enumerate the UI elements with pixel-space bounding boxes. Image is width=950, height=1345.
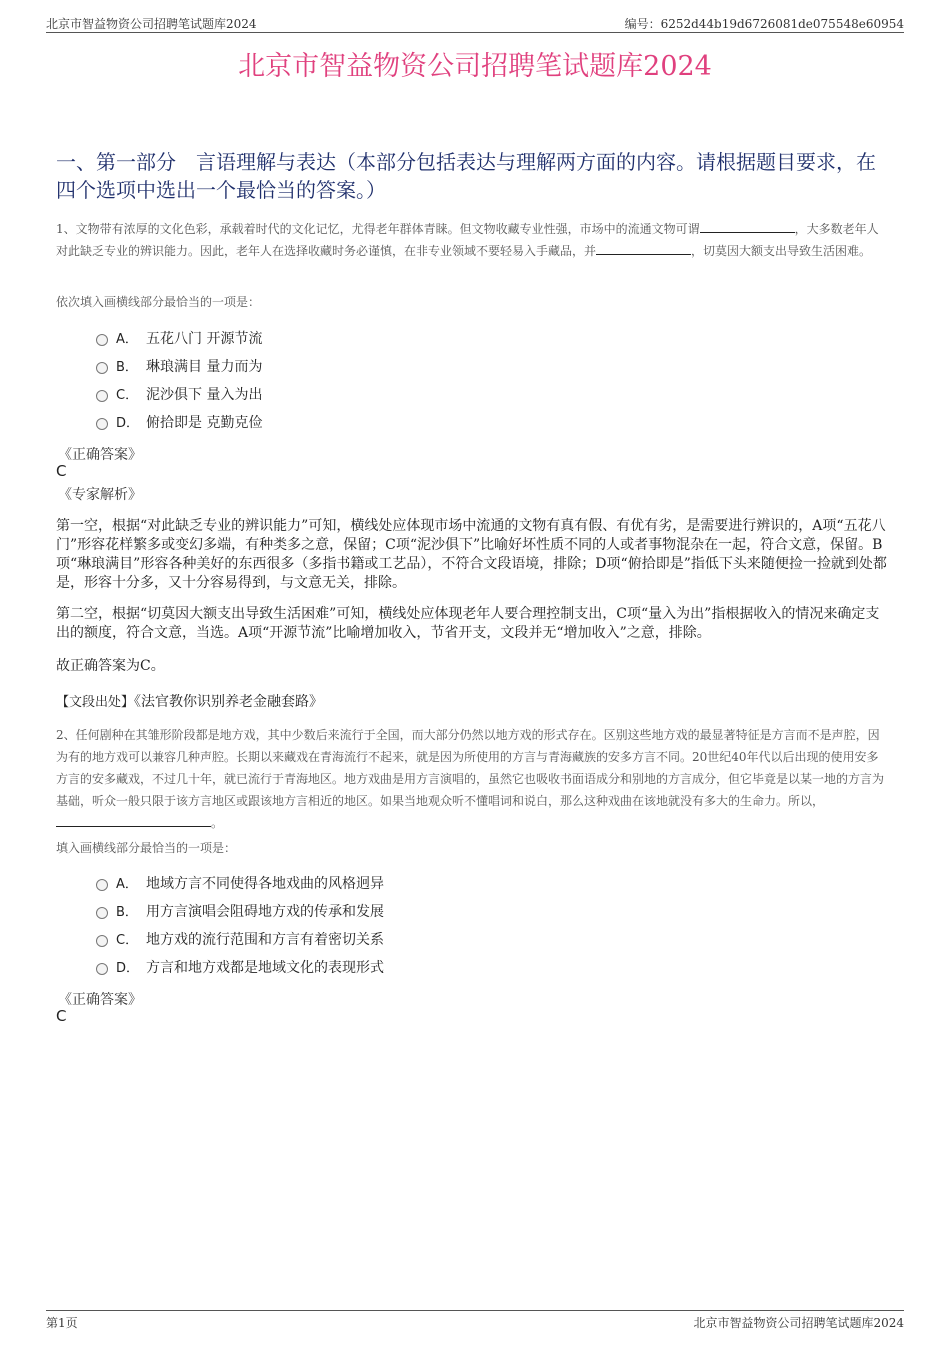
option-a[interactable] <box>96 329 262 349</box>
option-text: 用方言演唱会阻碍地方戏的传承和发展 <box>146 904 384 920</box>
section-heading: 一、第一部分 言语理解与表达（本部分包括表达与理解两方面的内容。请根据题目要求，在四个选项中选出一个最恰当的答案。） <box>56 150 876 202</box>
answer-value: C <box>56 1007 67 1025</box>
question-2-text-part: 。 <box>211 816 224 830</box>
source-label: 【文段出处】 <box>56 695 135 710</box>
option-b[interactable] <box>96 902 384 922</box>
option-text: 泥沙俱下 量入为出 <box>146 387 263 403</box>
header-doc-id: 编号：6252d44b19d6726081de075548e60954 <box>624 17 904 31</box>
question-1-text-part: ，大多数老年人对此缺乏专业的辨识能力。因此，老年人在选择收藏时务必谨慎，在非专业领域不要轻易入手藏品，并 <box>56 222 879 258</box>
radio-icon[interactable] <box>96 963 108 975</box>
option-b[interactable] <box>96 357 262 377</box>
source-line <box>56 691 323 711</box>
option-a[interactable] <box>96 874 384 894</box>
option-text: 五花八门 开源节流 <box>146 331 263 347</box>
question-2-text-part: 2、任何剧种在其雏形阶段都是地方戏，其中少数后来流行于全国，而大部分仍然以地方戏的形式存在。区别这些地方戏的最显著特征是方言而不是声腔，因为有的地方戏可以兼容几种声腔。长期以来藏戏在青海流行不起来，就是因为所使用的方言与青海藏族的安多方言不同。20世纪40年代以后出现的使用安多方言的安多藏戏，不过几十年，就已流行于青海地区。地方戏曲是用方言演唱的，虽然它也吸收书面语成分和别地的方言成分，但它毕竟是以某一地的方言为基础，听众一般只限于该方言地区或跟该地方言相近的地区。如果当地观众听不懂唱词和说白，那么这种戏曲在该地就没有多大的生命力。所以， <box>56 728 885 808</box>
header-doc-title: 北京市智益物资公司招聘笔试题库2024 <box>46 17 257 31</box>
option-text: 地域方言不同使得各地戏曲的风格迥异 <box>146 876 384 892</box>
analysis-conclusion: 故正确答案为C。 <box>56 658 165 674</box>
radio-icon[interactable] <box>96 907 108 919</box>
answer-label: 《正确答案》 <box>58 992 142 1008</box>
fill-blank <box>56 814 211 827</box>
analysis-paragraph: 第二空，根据“切莫因大额支出导致生活困难”可知，横线处应体现老年人要合理控制支出，C项“量入为出”指根据收入的情况来确定支出的额度，符合文意，当选。A项“开源节流”比喻增加收入，节省开支，文段并无“增加收入”之意，排除。 <box>56 606 880 641</box>
radio-icon[interactable] <box>96 879 108 891</box>
option-text: 俯拾即是 克勤克俭 <box>146 415 263 431</box>
option-text: 地方戏的流行范围和方言有着密切关系 <box>146 932 384 948</box>
answer-value: C <box>56 462 67 480</box>
fill-blank <box>596 242 691 255</box>
analysis-label: 《专家解析》 <box>58 487 142 503</box>
page-footer <box>46 1310 904 1331</box>
radio-icon[interactable] <box>96 418 108 430</box>
answer-label: 《正确答案》 <box>58 447 142 463</box>
page-header <box>46 14 904 33</box>
option-letter: C． <box>116 933 139 948</box>
option-d[interactable] <box>96 413 262 433</box>
radio-icon[interactable] <box>96 334 108 346</box>
question-1-text-part: ，切莫因大额支出导致生活困难。 <box>691 244 872 258</box>
question-1-prompt: 依次填入画横线部分最恰当的一项是： <box>56 295 261 309</box>
option-letter: D． <box>116 961 140 976</box>
page-number: 第1页 <box>46 1316 78 1330</box>
analysis-paragraph: 第一空，根据“对此缺乏专业的辨识能力”可知，横线处应体现市场中流通的文物有真有假、有优有劣，是需要进行辨识的，A项“五花八门”形容花样繁多或变幻多端，有种类多之意，保留；C项“泥沙俱下”比喻好坏性质不同的人或者事物混杂在一起，符合文意，保留。B项“琳琅满目”形容各种美好的东西很多（多指书籍或工艺品），不符合文段语境，排除；D项“俯拾即是”指低下头来随便捡一捡就到处都是，形容十分多，又十分容易得到，与文意无关，排除。 <box>56 518 887 591</box>
option-c[interactable] <box>96 385 262 405</box>
radio-icon[interactable] <box>96 390 108 402</box>
page-title: 北京市智益物资公司招聘笔试题库2024 <box>238 51 712 82</box>
question-2-text <box>56 724 890 834</box>
option-c[interactable] <box>96 930 384 950</box>
option-letter: D． <box>116 416 140 431</box>
question-2-prompt: 填入画横线部分最恰当的一项是： <box>56 841 237 855</box>
source-title: 《法官教你识别养老金融套路》 <box>134 694 324 710</box>
fill-blank <box>700 220 795 233</box>
radio-icon[interactable] <box>96 935 108 947</box>
option-letter: A． <box>116 332 138 347</box>
option-letter: A． <box>116 877 138 892</box>
radio-icon[interactable] <box>96 362 108 374</box>
footer-doc-title: 北京市智益物资公司招聘笔试题库2024 <box>693 1316 904 1330</box>
option-letter: B． <box>116 360 138 375</box>
option-text: 方言和地方戏都是地域文化的表现形式 <box>146 960 384 976</box>
option-text: 琳琅满目 量力而为 <box>146 359 263 375</box>
option-letter: C． <box>116 388 139 403</box>
question-1-text-part: 1、文物带有浓厚的文化色彩，承载着时代的文化记忆，尤得老年群体青睐。但文物收藏专业性强，市场中的流通文物可谓 <box>56 222 700 236</box>
option-letter: B． <box>116 905 138 920</box>
question-1-text <box>56 218 890 262</box>
option-d[interactable] <box>96 958 384 978</box>
